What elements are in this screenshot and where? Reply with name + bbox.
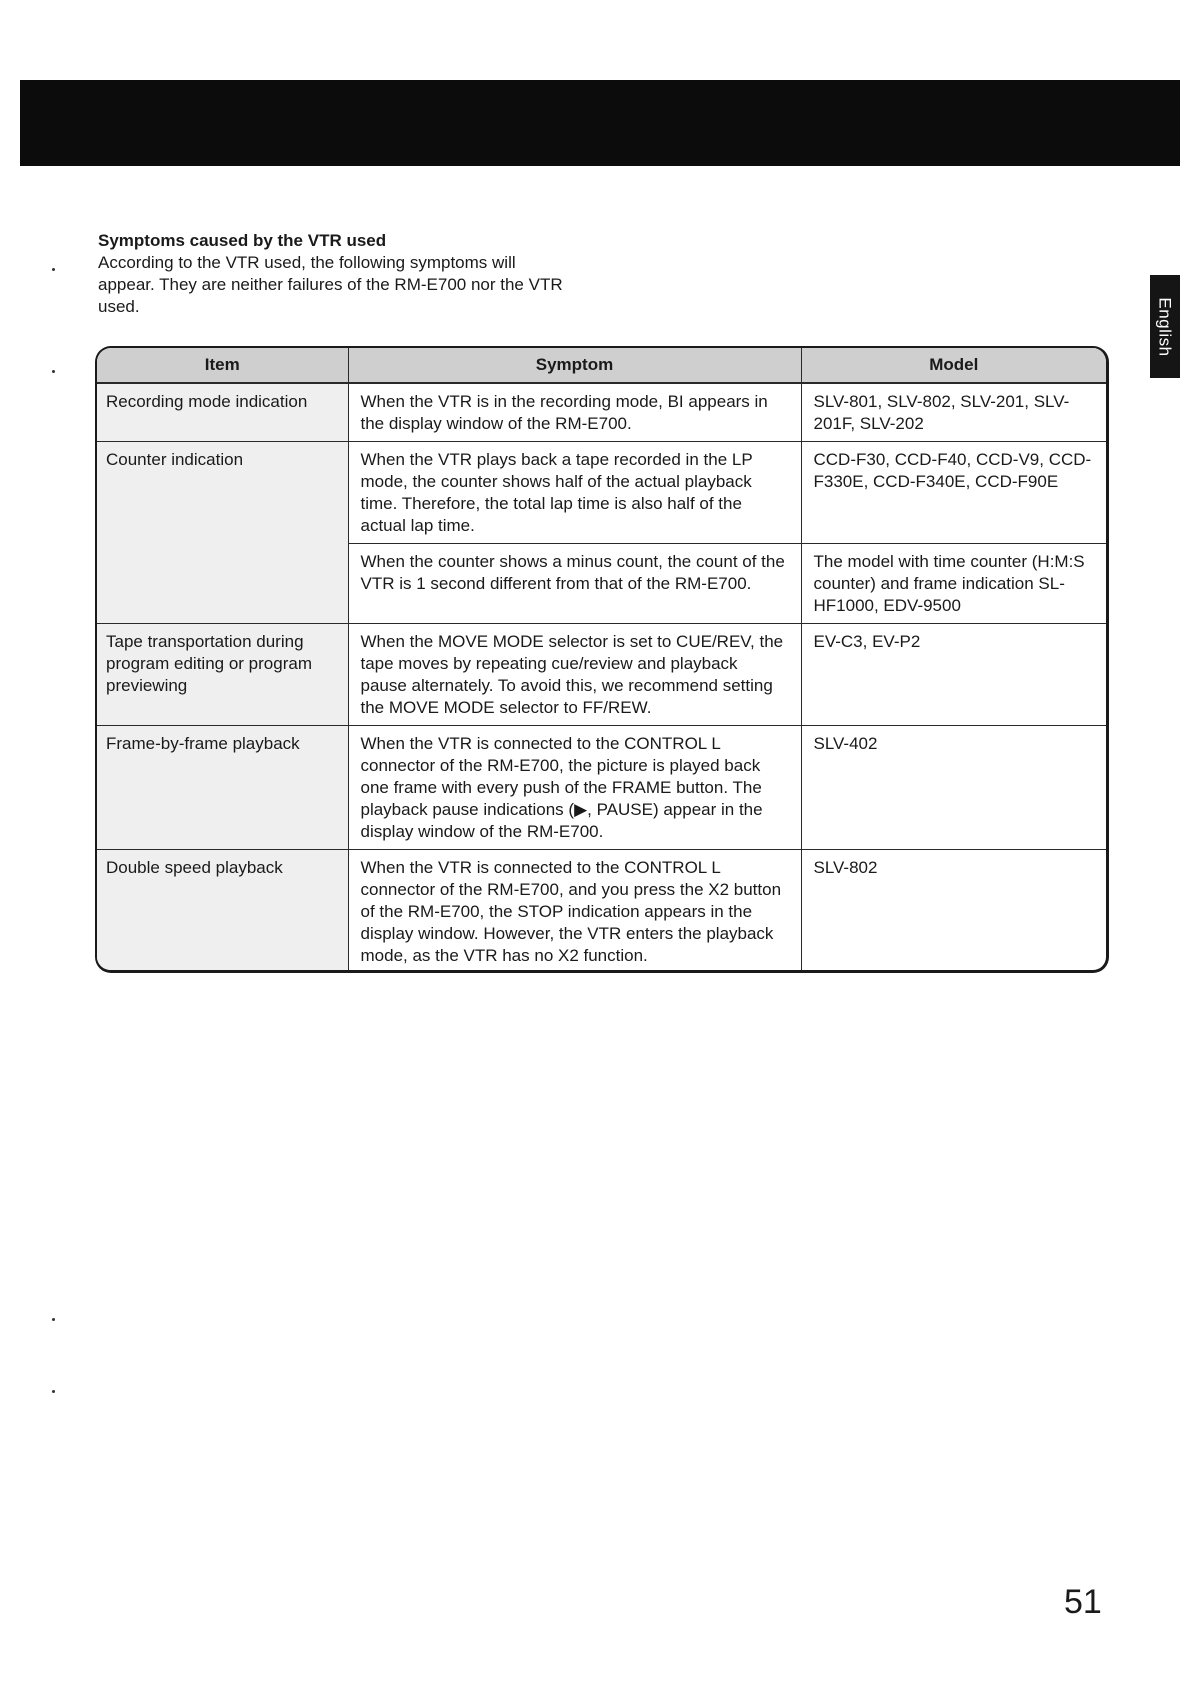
header-model: Model	[801, 348, 1106, 383]
symptom-cell: When the VTR is connected to the CONTROL L connector of the RM-E700, and you press the X2 button of the RM-E700, the STOP indication appears in the display window. However, the VTR enters the playback mode, as the VTR has no X2 function.	[348, 850, 801, 974]
model-cell: SLV-801, SLV-802, SLV-201, SLV-201F, SLV-202	[801, 383, 1106, 442]
model-cell: EV-C3, EV-P2	[801, 624, 1106, 726]
symptom-cell: When the VTR is in the recording mode, BI appears in the display window of the RM-E700.	[348, 383, 801, 442]
model-cell: CCD-F30, CCD-F40, CCD-V9, CCD-F330E, CCD-F340E, CCD-F90E	[801, 442, 1106, 544]
margin-mark	[52, 370, 55, 373]
model-cell: The model with time counter (H:M:S counter) and frame indication SL-HF1000, EDV-9500	[801, 544, 1106, 624]
page-number: 51	[1064, 1583, 1102, 1621]
margin-mark	[52, 1318, 55, 1321]
table-header-row	[97, 348, 1106, 383]
section-intro: According to the VTR used, the following symptoms will appear. They are neither failures of the RM-E700 nor the VTR used.	[98, 253, 563, 316]
table-row	[97, 624, 1106, 726]
item-cell: Frame-by-frame playback	[97, 726, 348, 850]
language-tab-label: English	[1156, 296, 1176, 357]
table-row	[97, 383, 1106, 442]
symptom-cell: When the counter shows a minus count, the count of the VTR is 1 second different from that of the RM-E700.	[348, 544, 801, 624]
item-cell: Recording mode indication	[97, 383, 348, 442]
table-row	[97, 442, 1106, 544]
item-cell: Counter indication	[97, 442, 348, 624]
header-item: Item	[97, 348, 348, 383]
section-heading: Symptoms caused by the VTR used	[98, 231, 387, 250]
model-cell: SLV-402	[801, 726, 1106, 850]
table-row	[97, 726, 1106, 850]
symptom-cell: When the VTR is connected to the CONTROL L connector of the RM-E700, the picture is played back one frame with every push of the FRAME button. The playback pause indications (▶, PAUSE) appear in the display window of the RM-E700.	[348, 726, 801, 850]
margin-mark	[52, 268, 55, 271]
item-cell: Tape transportation during program editing or program previewing	[97, 624, 348, 726]
header-symptom: Symptom	[348, 348, 801, 383]
header-band	[20, 80, 1180, 166]
language-tab	[1150, 275, 1180, 378]
margin-mark	[52, 1390, 55, 1393]
symptoms-section	[98, 230, 568, 318]
table-row	[97, 850, 1106, 974]
item-cell: Double speed playback	[97, 850, 348, 974]
model-cell: SLV-802	[813, 858, 878, 877]
symptom-cell: When the MOVE MODE selector is set to CUE/REV, the tape moves by repeating cue/review and playback pause alternately. To avoid this, we recommend setting the MOVE MODE selector to FF/REW.	[348, 624, 801, 726]
symptoms-table	[95, 346, 1109, 973]
symptom-cell: When the VTR plays back a tape recorded in the LP mode, the counter shows half of the actual playback time. Therefore, the total lap time is also half of the actual lap time.	[348, 442, 801, 544]
